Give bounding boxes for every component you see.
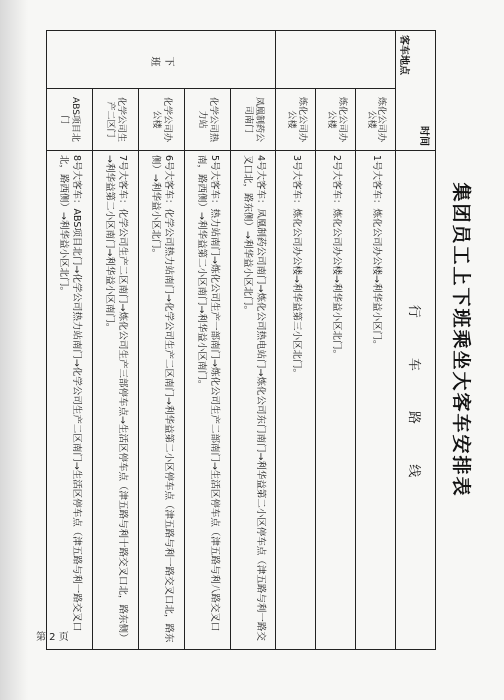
table-row: [92, 31, 138, 650]
rotated-document: [40, 30, 480, 650]
car-location-cell: 炼化公司办公楼: [276, 89, 316, 151]
table-row: [138, 31, 184, 650]
table-header-row: [396, 31, 436, 650]
route-cell: 3号大客车：炼化公司办公楼→利华益第三小区北门。: [276, 151, 316, 650]
table-row: [230, 31, 276, 650]
route-cell: 6号大客车：化学公司热力站南门→化学公司生产二区南门→利华益第二小区停车点（津五路与利一路交叉口北，路东侧）→利华益小区北门。: [138, 151, 184, 650]
route-cell: 5号大客车：热力站南门→炼化公司生产一部南门→炼化公司生产二部南门→生活区停车点（津五路与利八路交叉口南，路西侧）→利华益第二小区南门→利华益小区南门。: [184, 151, 230, 650]
bus-schedule-table: [46, 30, 436, 650]
route-cell: 8号大客车：ABS项目北门→化学公司热力站南门→化学公司生产二区南门→生活区停车点（津五路与利一路交叉口北，路西侧）→利华益小区北门。: [47, 151, 93, 650]
table-row: [184, 31, 230, 650]
route-cell: 4号大客车：凤凰制药公司南门→炼化公司热电站门→炼化公司东门南门→利华益第二小区停车点（津五路与利一路交叉口北，路东侧）→利华益小区北门。: [230, 151, 276, 650]
page-number: 第 2 页: [36, 632, 69, 643]
table-row: [47, 31, 93, 650]
shift-group-cell: [47, 31, 276, 89]
car-location-cell: 化学公司办公楼: [138, 89, 184, 151]
route-cell: 1号大客车：炼化公司办公楼→利华益小区门。: [356, 151, 396, 650]
document-title: 集团员工上下班乘坐大客车安排表: [450, 182, 472, 498]
blank-group-cell: [276, 31, 396, 89]
table-row: [356, 31, 396, 650]
car-location-cell: 凤凰制药公司南门: [230, 89, 276, 151]
car-location-cell: 炼化公司办公楼: [316, 89, 356, 151]
car-location-cell: 化学公司热力站: [184, 89, 230, 151]
shift-group-label: 下班: [147, 54, 176, 65]
header-car-location: 客车地点: [398, 35, 409, 75]
table-row: [316, 31, 356, 650]
table-row: [276, 31, 316, 650]
header-time: 时间: [418, 126, 429, 146]
route-cell: 7号大客车：化学公司生产二区南门→炼化公司生产三部停车点→生活区停车点（津五路与利十路交叉口北，路东侧）→利华益第二小区南门→利华益小区南门。: [92, 151, 138, 650]
route-cell: 2号大客车：炼化公司办公楼→利华益小区北门。: [316, 151, 356, 650]
car-location-cell: 化学公司生产二区门: [92, 89, 138, 151]
corner-header-cell: [396, 31, 436, 151]
scan-edge-shadow: [0, 0, 28, 700]
header-route: 行 车 路 线: [396, 151, 436, 650]
car-location-cell: ABS项目北门: [47, 89, 93, 151]
car-location-cell: 炼化公司办公楼: [356, 89, 396, 151]
